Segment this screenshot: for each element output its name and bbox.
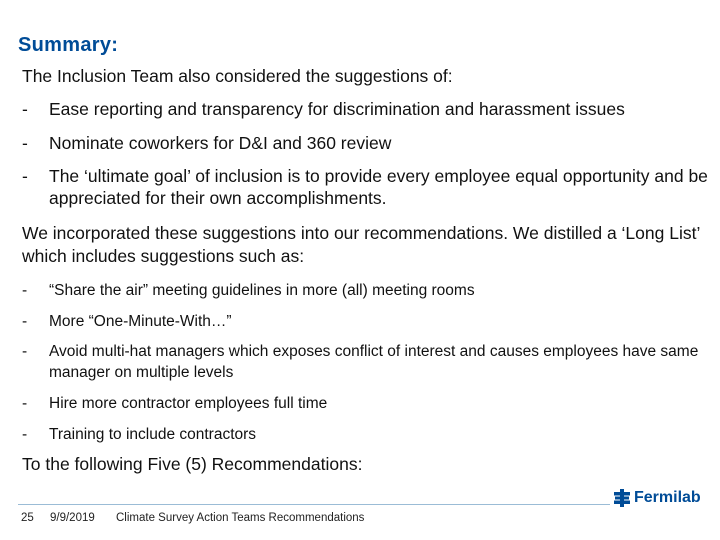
logo-text: Fermilab (634, 489, 701, 506)
long-list-text: Avoid multi-hat managers which exposes conflict of interest and causes employees have same manager on multiple levels (49, 343, 699, 381)
bullet-dash: - (22, 343, 28, 360)
long-list-item (22, 280, 712, 301)
long-list-text: Hire more contractor employees full time (49, 395, 328, 412)
closing-text: To the following Five (5) Recommendations: (22, 454, 363, 474)
footer-date: 9/9/2019 (50, 512, 95, 524)
long-list-item (22, 341, 712, 383)
page-number: 25 (21, 512, 34, 524)
fermilab-logo (614, 489, 701, 507)
page-title: Summary: (18, 34, 119, 56)
body-paragraph: We incorporated these suggestions into our recommendations. We distilled a ‘Long List’ which includes suggestions such as: (22, 223, 700, 266)
fermilab-logo-icon (614, 489, 630, 507)
bullet-dash: - (22, 133, 28, 153)
bullet-dash: - (22, 313, 28, 330)
suggestion-item (22, 132, 712, 154)
long-list-text: More “One-Minute-With…” (49, 313, 232, 330)
bullet-dash: - (22, 166, 28, 186)
long-list-item (22, 393, 712, 414)
long-list-item (22, 311, 712, 332)
footer-divider (18, 504, 610, 505)
bullet-dash: - (22, 99, 28, 119)
long-list-text: “Share the air” meeting guidelines in more (all) meeting rooms (49, 282, 475, 299)
suggestion-text: Nominate coworkers for D&I and 360 review (49, 133, 392, 153)
bullet-dash: - (22, 282, 28, 299)
intro-text: The Inclusion Team also considered the suggestions of: (22, 66, 453, 86)
long-list-text: Training to include contractors (49, 426, 257, 443)
suggestion-text: The ‘ultimate goal’ of inclusion is to provide every employee equal opportunity and be appreciated for their own accomplishments. (49, 166, 708, 208)
suggestion-text: Ease reporting and transparency for discrimination and harassment issues (49, 99, 625, 119)
footer-caption: Climate Survey Action Teams Recommendations (116, 512, 365, 524)
bullet-dash: - (22, 395, 28, 412)
long-list-item (22, 424, 712, 445)
suggestion-item (22, 165, 712, 209)
bullet-dash: - (22, 426, 28, 443)
suggestion-item (22, 98, 712, 120)
